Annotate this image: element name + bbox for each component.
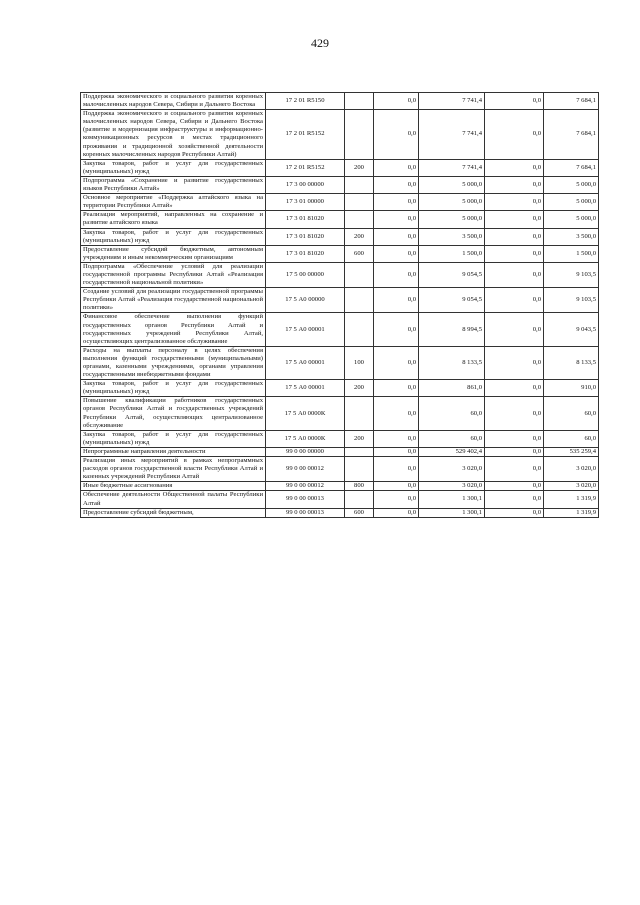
row-value-2: 60,0	[419, 430, 485, 447]
row-name: Иные бюджетные ассигнования	[81, 482, 266, 491]
row-expense-type	[345, 211, 374, 228]
budget-table-body	[81, 93, 599, 518]
row-value-4: 5 000,0	[544, 211, 599, 228]
row-value-2: 60,0	[419, 397, 485, 430]
row-name: Предоставление субсидий бюджетным,	[81, 508, 266, 517]
row-name: Создание условий для реализации государственной программы Республики Алтай «Реализация государственной национальной политики»	[81, 288, 266, 313]
row-name: Обеспечение деятельности Общественной палаты Республики Алтай	[81, 491, 266, 508]
row-expense-type	[345, 491, 374, 508]
row-value-3: 0,0	[485, 491, 544, 508]
row-code: 99 0 00 00013	[266, 508, 345, 517]
row-code: 17 5 А0 0000К	[266, 430, 345, 447]
row-value-2: 7 741,4	[419, 93, 485, 110]
row-value-2: 9 054,5	[419, 262, 485, 287]
row-value-1: 0,0	[374, 110, 419, 160]
table-row	[81, 508, 599, 517]
row-value-1: 0,0	[374, 491, 419, 508]
row-expense-type: 600	[345, 245, 374, 262]
row-name: Закупка товаров, работ и услуг для государственных (муниципальных) нужд	[81, 228, 266, 245]
row-name: Подпрограмма «Сохранение и развитие государственных языков Республики Алтай»	[81, 176, 266, 193]
row-code: 17 2 01 R5152	[266, 110, 345, 160]
row-expense-type	[345, 194, 374, 211]
row-value-4: 7 684,1	[544, 110, 599, 160]
row-name: Основное мероприятие «Поддержка алтайского языка на территории Республики Алтай»	[81, 194, 266, 211]
row-value-3: 0,0	[485, 93, 544, 110]
row-value-3: 0,0	[485, 313, 544, 346]
row-value-2: 861,0	[419, 380, 485, 397]
table-row	[81, 288, 599, 313]
row-value-3: 0,0	[485, 288, 544, 313]
row-value-2: 8 994,5	[419, 313, 485, 346]
row-name: Непрограммные направления деятельности	[81, 447, 266, 456]
row-value-3: 0,0	[485, 211, 544, 228]
row-value-3: 0,0	[485, 159, 544, 176]
table-row	[81, 313, 599, 346]
row-value-2: 7 741,4	[419, 159, 485, 176]
row-name: Реализация мероприятий, направленных на сохранение и развитие алтайского языка	[81, 211, 266, 228]
row-value-1: 0,0	[374, 194, 419, 211]
row-expense-type: 200	[345, 380, 374, 397]
row-code: 17 2 01 R5152	[266, 159, 345, 176]
row-value-1: 0,0	[374, 288, 419, 313]
row-value-2: 3 020,0	[419, 482, 485, 491]
row-code: 99 0 00 00000	[266, 447, 345, 456]
row-value-4: 60,0	[544, 397, 599, 430]
row-value-1: 0,0	[374, 508, 419, 517]
row-expense-type: 200	[345, 159, 374, 176]
row-value-3: 0,0	[485, 228, 544, 245]
row-code: 17 3 01 81020	[266, 245, 345, 262]
row-expense-type	[345, 262, 374, 287]
row-expense-type	[345, 457, 374, 482]
row-code: 99 0 00 00013	[266, 491, 345, 508]
row-value-3: 0,0	[485, 457, 544, 482]
row-value-2: 5 000,0	[419, 194, 485, 211]
row-value-1: 0,0	[374, 93, 419, 110]
row-name: Предоставление субсидий бюджетным, автономным учреждениям и иным некоммерческим организациям	[81, 245, 266, 262]
table-row	[81, 93, 599, 110]
row-value-3: 0,0	[485, 262, 544, 287]
row-expense-type	[345, 288, 374, 313]
table-row	[81, 194, 599, 211]
row-name: Повышение квалификации работников государственных органов Республики Алтай и государственных учреждений Республики Алтай, осуществляющих централизованное обслуживание	[81, 397, 266, 430]
table-row	[81, 262, 599, 287]
table-row	[81, 457, 599, 482]
row-value-3: 0,0	[485, 482, 544, 491]
row-expense-type	[345, 93, 374, 110]
row-value-3: 0,0	[485, 346, 544, 379]
table-row	[81, 447, 599, 456]
row-value-1: 0,0	[374, 346, 419, 379]
row-code: 17 2 01 R5150	[266, 93, 345, 110]
row-value-2: 3 500,0	[419, 228, 485, 245]
row-expense-type	[345, 313, 374, 346]
row-value-3: 0,0	[485, 194, 544, 211]
row-value-1: 0,0	[374, 397, 419, 430]
row-value-4: 7 684,1	[544, 159, 599, 176]
row-value-4: 3 500,0	[544, 228, 599, 245]
table-row	[81, 159, 599, 176]
row-expense-type: 800	[345, 482, 374, 491]
row-value-4: 60,0	[544, 430, 599, 447]
row-value-4: 1 500,0	[544, 245, 599, 262]
row-value-1: 0,0	[374, 447, 419, 456]
row-value-1: 0,0	[374, 245, 419, 262]
table-row	[81, 211, 599, 228]
budget-table	[80, 92, 599, 518]
row-value-4: 9 103,5	[544, 288, 599, 313]
row-value-4: 1 319,9	[544, 491, 599, 508]
row-expense-type	[345, 176, 374, 193]
row-name: Поддержка экономического и социального развития коренных малочисленных народов Севера, Сибири и Дальнего Востока (развитие и модернизация инфраструктуры и информационно-коммуникационных ресурсов в местах традиционного проживания и традиционной хозяйственной деятельности коренных малочисленных народов Республики Алтай)	[81, 110, 266, 160]
page-number: 429	[311, 36, 329, 50]
row-code: 17 3 00 00000	[266, 176, 345, 193]
table-row	[81, 176, 599, 193]
row-value-4: 3 020,0	[544, 482, 599, 491]
row-expense-type	[345, 110, 374, 160]
row-value-2: 1 500,0	[419, 245, 485, 262]
row-value-2: 8 133,5	[419, 346, 485, 379]
row-value-4: 8 133,5	[544, 346, 599, 379]
row-value-3: 0,0	[485, 380, 544, 397]
row-value-2: 529 402,4	[419, 447, 485, 456]
row-value-1: 0,0	[374, 262, 419, 287]
table-row	[81, 228, 599, 245]
row-code: 99 0 00 00012	[266, 457, 345, 482]
row-value-1: 0,0	[374, 176, 419, 193]
row-name: Закупка товаров, работ и услуг для государственных (муниципальных) нужд	[81, 430, 266, 447]
row-value-1: 0,0	[374, 228, 419, 245]
row-value-4: 7 684,1	[544, 93, 599, 110]
table-row	[81, 482, 599, 491]
table-row	[81, 346, 599, 379]
row-value-2: 1 300,1	[419, 508, 485, 517]
table-row	[81, 110, 599, 160]
table-row	[81, 430, 599, 447]
row-code: 17 5 А0 0000К	[266, 397, 345, 430]
row-value-2: 5 000,0	[419, 211, 485, 228]
row-value-4: 5 000,0	[544, 176, 599, 193]
row-name: Подпрограмма «Обеспечение условий для реализации государственной программы Республики Алтай «Реализация государственной национальной политики»	[81, 262, 266, 287]
row-expense-type: 600	[345, 508, 374, 517]
row-name: Реализация иных мероприятий в рамках непрограммных расходов органов государственной власти Республики Алтай и казенных учреждений Республики Алтай	[81, 457, 266, 482]
row-value-4: 5 000,0	[544, 194, 599, 211]
row-value-4: 9 103,5	[544, 262, 599, 287]
row-code: 17 3 01 00000	[266, 194, 345, 211]
row-code: 17 5 00 00000	[266, 262, 345, 287]
row-expense-type: 200	[345, 228, 374, 245]
row-value-3: 0,0	[485, 110, 544, 160]
row-value-2: 5 000,0	[419, 176, 485, 193]
row-value-1: 0,0	[374, 457, 419, 482]
row-value-2: 7 741,4	[419, 110, 485, 160]
row-value-1: 0,0	[374, 211, 419, 228]
row-value-2: 1 300,1	[419, 491, 485, 508]
row-expense-type	[345, 447, 374, 456]
row-name: Закупка товаров, работ и услуг для государственных (муниципальных) нужд	[81, 380, 266, 397]
row-value-1: 0,0	[374, 380, 419, 397]
row-code: 17 5 А0 00001	[266, 380, 345, 397]
row-value-3: 0,0	[485, 245, 544, 262]
row-expense-type: 100	[345, 346, 374, 379]
row-value-3: 0,0	[485, 508, 544, 517]
row-value-2: 3 020,0	[419, 457, 485, 482]
row-name: Поддержка экономического и социального развития коренных малочисленных народов Севера, Сибири и Дальнего Востока	[81, 93, 266, 110]
row-value-3: 0,0	[485, 430, 544, 447]
row-value-4: 1 319,9	[544, 508, 599, 517]
row-expense-type	[345, 397, 374, 430]
row-value-4: 9 043,5	[544, 313, 599, 346]
row-value-4: 910,0	[544, 380, 599, 397]
row-expense-type: 200	[345, 430, 374, 447]
row-value-2: 9 054,5	[419, 288, 485, 313]
row-value-1: 0,0	[374, 482, 419, 491]
row-code: 17 5 А0 00000	[266, 288, 345, 313]
row-value-3: 0,0	[485, 397, 544, 430]
row-code: 17 5 А0 00001	[266, 346, 345, 379]
row-value-4: 535 259,4	[544, 447, 599, 456]
row-code: 99 0 00 00012	[266, 482, 345, 491]
row-value-3: 0,0	[485, 447, 544, 456]
row-value-1: 0,0	[374, 313, 419, 346]
table-row	[81, 397, 599, 430]
row-code: 17 3 01 81020	[266, 211, 345, 228]
row-value-1: 0,0	[374, 430, 419, 447]
row-name: Закупка товаров, работ и услуг для государственных (муниципальных) нужд	[81, 159, 266, 176]
table-row	[81, 380, 599, 397]
row-name: Расходы на выплаты персоналу в целях обеспечения выполнения функций государственными (муниципальными) органами, казенными учреждениями, органами управления государственными внебюджетными фондами	[81, 346, 266, 379]
row-value-1: 0,0	[374, 159, 419, 176]
row-value-3: 0,0	[485, 176, 544, 193]
row-name: Финансовое обеспечение выполнения функций государственных органов Республики Алтай и государственных учреждений Республики Алтай, осуществляющих централизованное обслуживание	[81, 313, 266, 346]
row-code: 17 3 01 81020	[266, 228, 345, 245]
table-row	[81, 245, 599, 262]
row-code: 17 5 А0 00001	[266, 313, 345, 346]
row-value-4: 3 020,0	[544, 457, 599, 482]
table-row	[81, 491, 599, 508]
